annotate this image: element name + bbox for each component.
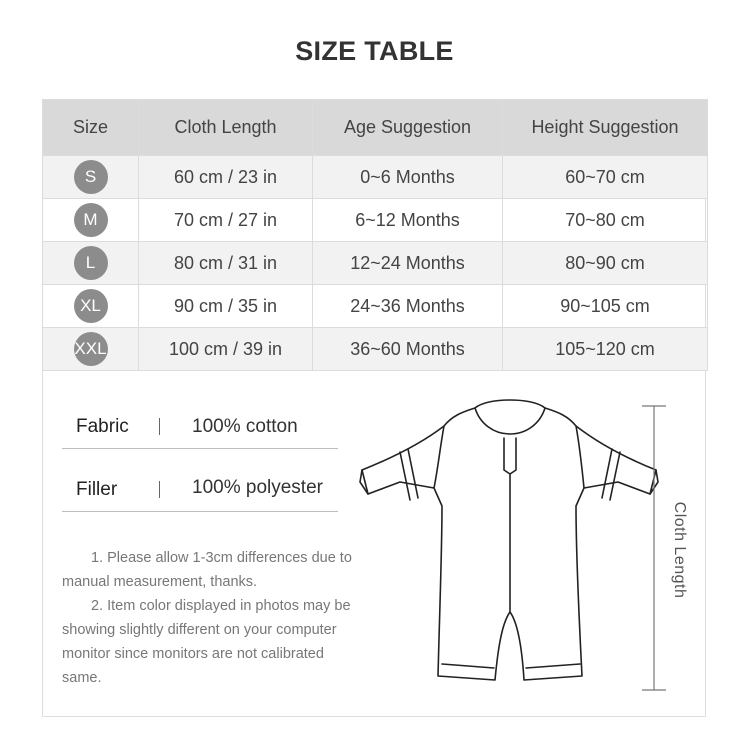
size-badge: L <box>74 246 108 280</box>
height-cell: 105~120 cm <box>503 328 708 371</box>
size-cell <box>43 242 139 285</box>
size-badge: XL <box>74 289 108 323</box>
size-cell <box>43 199 139 242</box>
size-cell <box>43 328 139 371</box>
size-cell <box>43 156 139 199</box>
sleepsuit-outline-icon <box>352 398 672 694</box>
note-2: 2. Item color displayed in photos may be showing slightly different on your computer monitor since monitors are not calibrated same. <box>62 598 351 686</box>
cloth-length-dimension-icon <box>640 404 668 694</box>
length-cell: 90 cm / 35 in <box>139 285 313 328</box>
divider <box>159 481 160 498</box>
fabric-value: 100% cotton <box>192 416 298 437</box>
length-cell: 100 cm / 39 in <box>139 328 313 371</box>
size-table <box>42 99 708 371</box>
fabric-row <box>62 408 338 449</box>
header-height-suggestion: Height Suggestion <box>503 100 708 156</box>
header-age-suggestion: Age Suggestion <box>313 100 503 156</box>
table-row <box>43 242 708 285</box>
filler-label: Filler <box>76 479 118 500</box>
note-1: 1. Please allow 1-3cm differences due to manual measurement, thanks. <box>62 550 352 590</box>
size-badge: M <box>74 203 108 237</box>
notes <box>62 546 352 690</box>
table-header-row <box>43 100 708 156</box>
fabric-label: Fabric <box>76 416 129 437</box>
size-badge: XXL <box>74 332 108 366</box>
age-cell: 0~6 Months <box>313 156 503 199</box>
length-cell: 60 cm / 23 in <box>139 156 313 199</box>
age-cell: 12~24 Months <box>313 242 503 285</box>
header-size: Size <box>43 100 139 156</box>
header-cloth-length: Cloth Length <box>139 100 313 156</box>
filler-value: 100% polyester <box>192 477 323 498</box>
length-cell: 80 cm / 31 in <box>139 242 313 285</box>
table-row <box>43 199 708 242</box>
size-badge: S <box>74 160 108 194</box>
height-cell: 90~105 cm <box>503 285 708 328</box>
length-cell: 70 cm / 27 in <box>139 199 313 242</box>
page-title: SIZE TABLE <box>295 36 454 66</box>
filler-row <box>62 471 338 512</box>
table-row <box>43 285 708 328</box>
divider <box>159 418 160 435</box>
age-cell: 24~36 Months <box>313 285 503 328</box>
table-row <box>43 328 708 371</box>
table-row <box>43 156 708 199</box>
height-cell: 60~70 cm <box>503 156 708 199</box>
size-cell <box>43 285 139 328</box>
age-cell: 6~12 Months <box>313 199 503 242</box>
age-cell: 36~60 Months <box>313 328 503 371</box>
height-cell: 70~80 cm <box>503 199 708 242</box>
height-cell: 80~90 cm <box>503 242 708 285</box>
